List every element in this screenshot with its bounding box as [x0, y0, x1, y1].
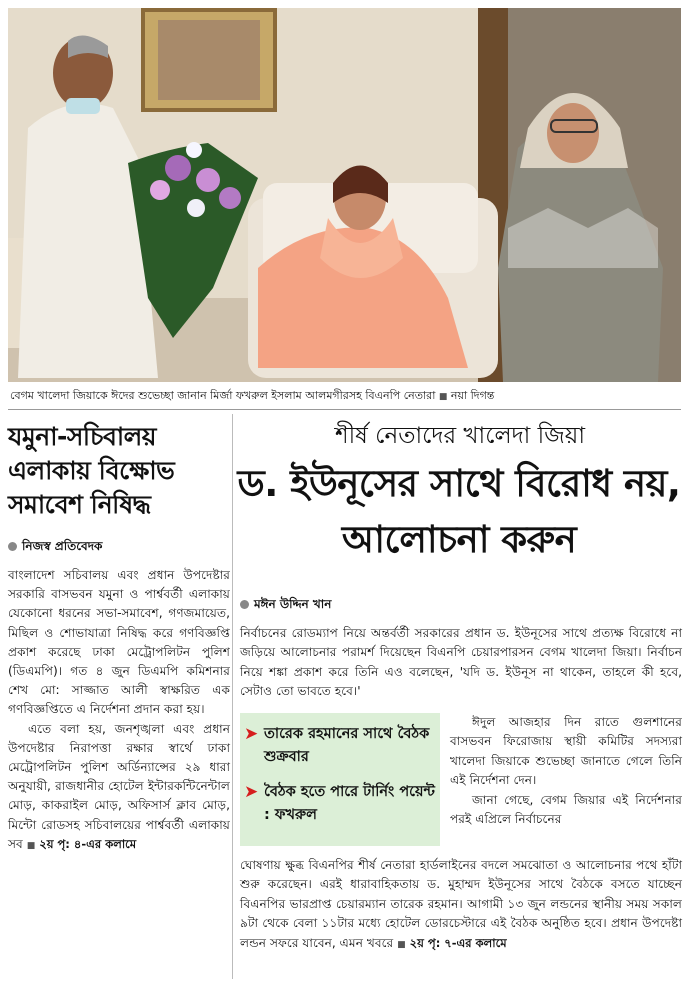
square-bullet-icon: ■ [438, 392, 448, 402]
left-article-para1: বাংলাদেশ সচিবালয় এবং প্রধান উপদেষ্টার সরকারি বাসভবন যমুনা ও পার্শ্ববর্তী এলাকায় যেকোনো ধরনের সভা-সমাবেশ, গণজমায়েত, মিছিল ও শোভাযাত্রা নিষিদ্ধ করে গণবিজ্ঞপ্তি প্রকাশ করেছে ঢাকা মেট্রোপলিটন পুলিশ (ডিএমপি)। গত ৪ জুন ডিএমপি কমিশনার শেখ মো: সাজ্জাত আলী স্বাক্ষরিত এক গণবিজ্ঞপ্তিতে এ নির্দেশনা প্রদান করা হয়। [8, 568, 230, 717]
main-article-headline: ড. ইউনূসের সাথে বিরোধ নয়, আলোচনা করুন [237, 462, 681, 561]
left-article-byline [8, 538, 102, 558]
left-continued-text: ২য় পৃ: ৪-এর কলামে [39, 836, 137, 851]
left-byline-text: নিজস্ব প্রতিবেদক [22, 539, 103, 553]
main-byline-text: মঈন উদ্দিন খান [254, 597, 332, 611]
highlight-box [240, 713, 440, 846]
highlight-item [244, 781, 436, 827]
section-divider [8, 409, 681, 410]
main-article-side-column [450, 713, 682, 829]
highlight-text-1: তারেক রহমানের সাথে বৈঠক শুক্রবার [264, 726, 430, 765]
main-article-para2: ঈদুল আজহার দিন রাতে গুলশানের বাসভবন ফিরোজায় স্থায়ী কমিটির সদস্যরা খালেদা জিয়াকে শুভেচ্ছা জানাতে গেলে তিনি এই নির্দেশনা দেন। [450, 715, 682, 788]
column-divider [232, 414, 233, 979]
square-bullet-icon: ■ [397, 939, 406, 950]
arrow-right-icon: ➤ [244, 782, 259, 802]
main-article-para3-text: ঘোষণায় ক্ষুব্ধ বিএনপির শীর্ষ নেতারা হার্ডলাইনের বদলে সমঝোতা ও আলোচনার পথে হাঁটা শুরু করেছেন। এরই ধারাবাহিকতায় ড. মুহাম্মদ ইউনূসের সাথে বৈঠকে বসতে যাচ্ছেন বিএনপির ভারপ্রাপ্ত চেয়ারম্যান তারেক রহমান। আগামী ১৩ জুন লন্ডনের স্থানীয় সময় সকাল ৯টা থেকে বেলা ১১টার মধ্যে হোটেল ডোরচেস্টারে এই বৈঠক অনুষ্ঠিত হবে। প্রধান উপদেষ্টা লন্ডন সফরে যাবেন, এমন খবরে [240, 858, 682, 950]
photo-credit: নয়া দিগন্ত [450, 389, 495, 402]
byline-dot-icon [8, 542, 17, 551]
main-article-continued [397, 936, 506, 950]
news-photo-illustration [8, 8, 681, 382]
highlight-item [244, 723, 436, 769]
main-article-para1: নির্বাচনের রোডম্যাপ নিয়ে অন্তর্বর্তী সরকারের প্রধান ড. ইউনূসের সাথে প্রত্যক্ষ বিরোধে না জড়িয়ে আলোচনার পরামর্শ দিয়েছেন বিএনপি চেয়ারপারসন বেগম খালেদা জিয়া। নির্বাচন নিয়ে শঙ্কা প্রকাশ করে তিনি এও বলেছেন, 'যদি ড. ইউনূস না থাকেন, তাহলে কী হবে, সেটাও তো ভাবতে হবে।' [240, 626, 682, 699]
main-article-kicker: শীর্ষ নেতাদের খালেদা জিয়া [334, 423, 586, 449]
square-bullet-icon: ■ [26, 840, 36, 851]
main-article-para3-rest [240, 856, 682, 955]
left-article-body [8, 566, 230, 856]
news-photo [8, 8, 681, 382]
left-article-para2: এতে বলা হয়, জনশৃঙ্খলা এবং প্রধান উপদেষ্টার নিরাপত্তা রক্ষার স্বার্থে ঢাকা মেট্রোপলিটন পুলিশ অর্ডিন্যান্সের ২৯ ধারা অনুযায়ী, রাজধানীর হোটেল ইন্টারকন্টিনেন্টাল মোড়, কাকরাইল মোড়, অফিসার্স ক্লাব মোড়, মিন্টো রোডসহ সচিবালয়ের পার্শ্ববর্তী এলাকায় সব [8, 721, 230, 851]
caption-text: বেগম খালেদা জিয়াকে ঈদের শুভেচ্ছা জানান মির্জা ফখরুল ইসলাম আলমগীরসহ বিএনপি নেতারা [10, 389, 436, 402]
main-article-para3-start: জানা গেছে, বেগম জিয়ার এই নির্দেশনার পরই এপ্রিলে নির্বাচনের [450, 792, 682, 827]
highlight-text-2: বৈঠক হতে পারে টার্নিং পয়েন্ট : ফখরুল [264, 784, 435, 823]
left-article-headline: যমুনা-সচিবালয় এলাকায় বিক্ষোভ সমাবেশ নিষিদ্ধ [8, 422, 175, 519]
main-continued-text: ২য় পৃ: ৭-এর কলামে [409, 935, 507, 950]
byline-dot-icon [240, 600, 249, 609]
photo-caption [8, 385, 681, 407]
arrow-right-icon: ➤ [244, 724, 259, 744]
left-article-continued [27, 837, 136, 851]
main-article-byline [240, 596, 331, 616]
